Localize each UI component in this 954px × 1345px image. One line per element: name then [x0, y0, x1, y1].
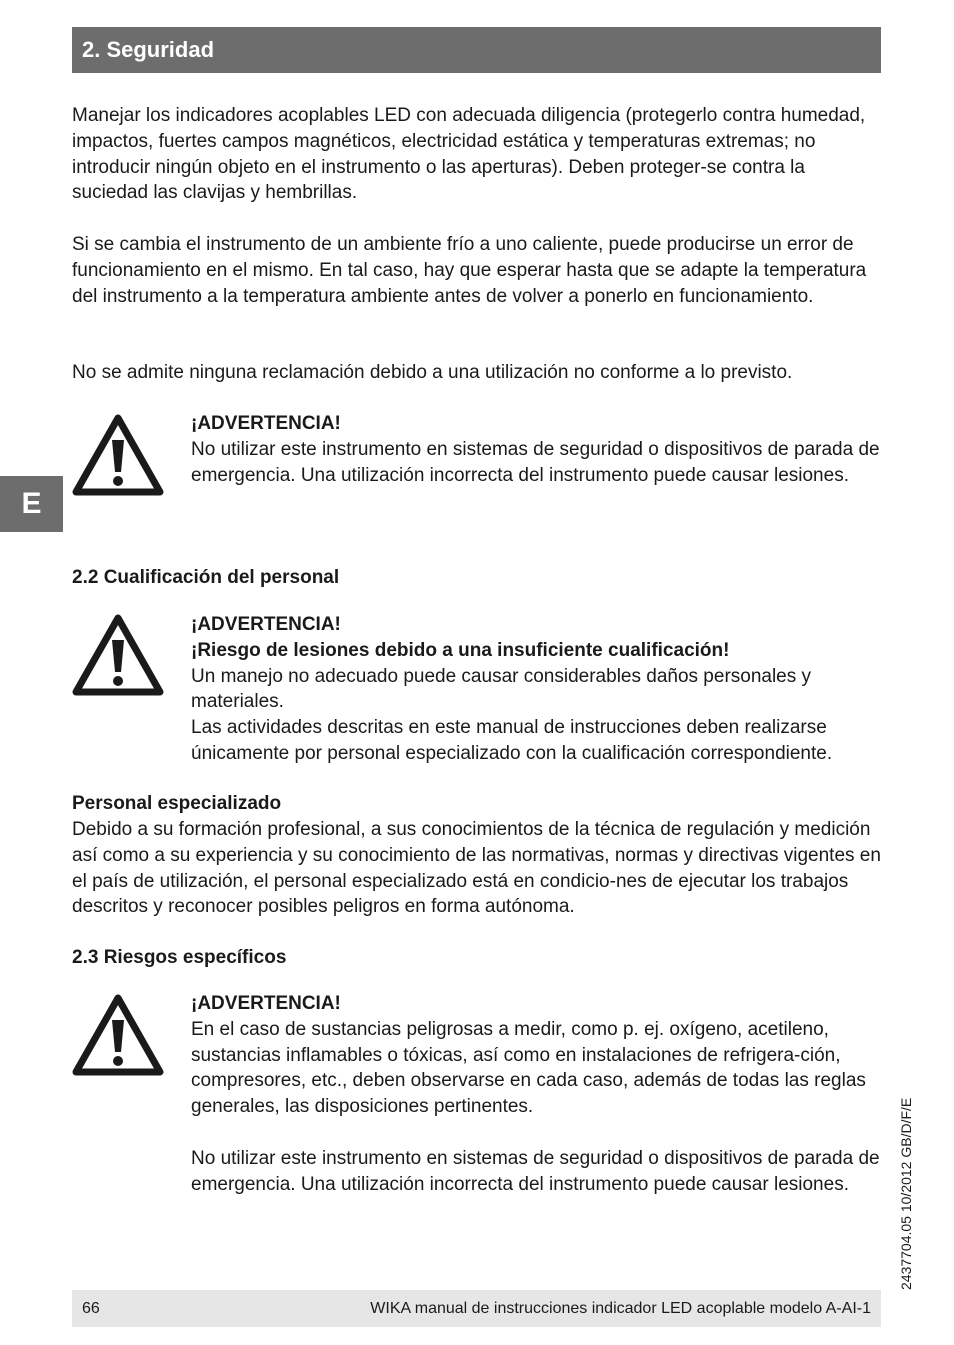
warning-text: No utilizar este instrumento en sistemas de seguridad o dispositivos de parada de emergencia. Una utilización incorrecta del instrumento puede causar lesiones.: [191, 438, 880, 486]
language-tab: E: [0, 476, 63, 532]
document-code: 2437704.05 10/2012 GB/D/F/E: [898, 1097, 914, 1290]
warning-text: Las actividades descritas en este manual de instrucciones deben realizarse únicamente por personal especializado con la cualificación correspondiente.: [191, 717, 833, 764]
page-number: 66: [82, 1300, 100, 1317]
intro-paragraph-3: No se admite ninguna reclamación debido a una utilización no conforme a lo previsto.: [72, 362, 793, 383]
section-2-2-heading: 2.2 Cualificación del personal: [72, 567, 340, 588]
warning-text: Un manejo no adecuado puede causar considerables daños personales y materiales.: [191, 665, 812, 713]
intro-paragraph-2: Si se cambia el instrumento de un ambiente frío a uno caliente, puede producirse un error de funcionamiento en el mismo. En tal caso, hay que esperar hasta que se adapte la temperatura del instrumento a la temperatura ambiente antes de volver a ponerlo en funcionamiento.: [72, 234, 867, 307]
warning-title: ¡ADVERTENCIA!: [191, 993, 341, 1014]
warning-triangle-icon: [72, 614, 164, 696]
warning-block-3: [191, 991, 891, 1197]
warning-triangle-icon: [72, 414, 164, 496]
warning-title: ¡ADVERTENCIA!: [191, 614, 341, 635]
warning-text: No utilizar este instrumento en sistemas de seguridad o dispositivos de parada de emergencia. Una utilización incorrecta del instrumento puede causar lesiones.: [191, 1147, 880, 1195]
warning-title: ¡ADVERTENCIA!: [191, 413, 341, 434]
warning-block-2: [191, 612, 891, 767]
warning-block-1: [191, 411, 891, 488]
footer-title: WIKA manual de instrucciones indicador LED acoplable modelo A-AI-1: [370, 1300, 871, 1317]
warning-triangle-icon: [72, 994, 164, 1076]
section-2-3-heading: 2.3 Riesgos específicos: [72, 947, 287, 968]
warning-bold-text: ¡Riesgo de lesiones debido a una insuficiente cualificación!: [191, 639, 730, 661]
warning-text: En el caso de sustancias peligrosas a medir, como p. ej. oxígeno, acetileno, sustancias inflamables o tóxicas, así como en instalaciones de refrigera-ción, compresores, etc., deben observarse en cada caso, además de todas las reglas generales, las disposiciones pertinentes.: [191, 1018, 866, 1118]
section-title: 2. Seguridad: [72, 27, 881, 73]
personal-especializado-heading: Personal especializado: [72, 793, 282, 814]
intro-paragraph-1: Manejar los indicadores acoplables LED con adecuada diligencia (protegerlo contra humedad, impactos, fuertes campos magnéticos, electricidad estática y temperaturas extremas; no introducir ningún objeto en el instrumento o las aperturas). Deben proteger-se contra la suciedad las clavijas y hembrillas.: [72, 105, 866, 204]
footer: [72, 1290, 881, 1327]
personal-especializado-text: Debido a su formación profesional, a sus conocimientos de la técnica de regulación y medición así como a su experiencia y su conocimiento de las normativas, normas y directivas vigentes en el país de utilización, el personal especializado está en condicio-nes de ejecutar los trabajos descritos y reconocer posibles peligros en forma autónoma.: [72, 819, 881, 918]
